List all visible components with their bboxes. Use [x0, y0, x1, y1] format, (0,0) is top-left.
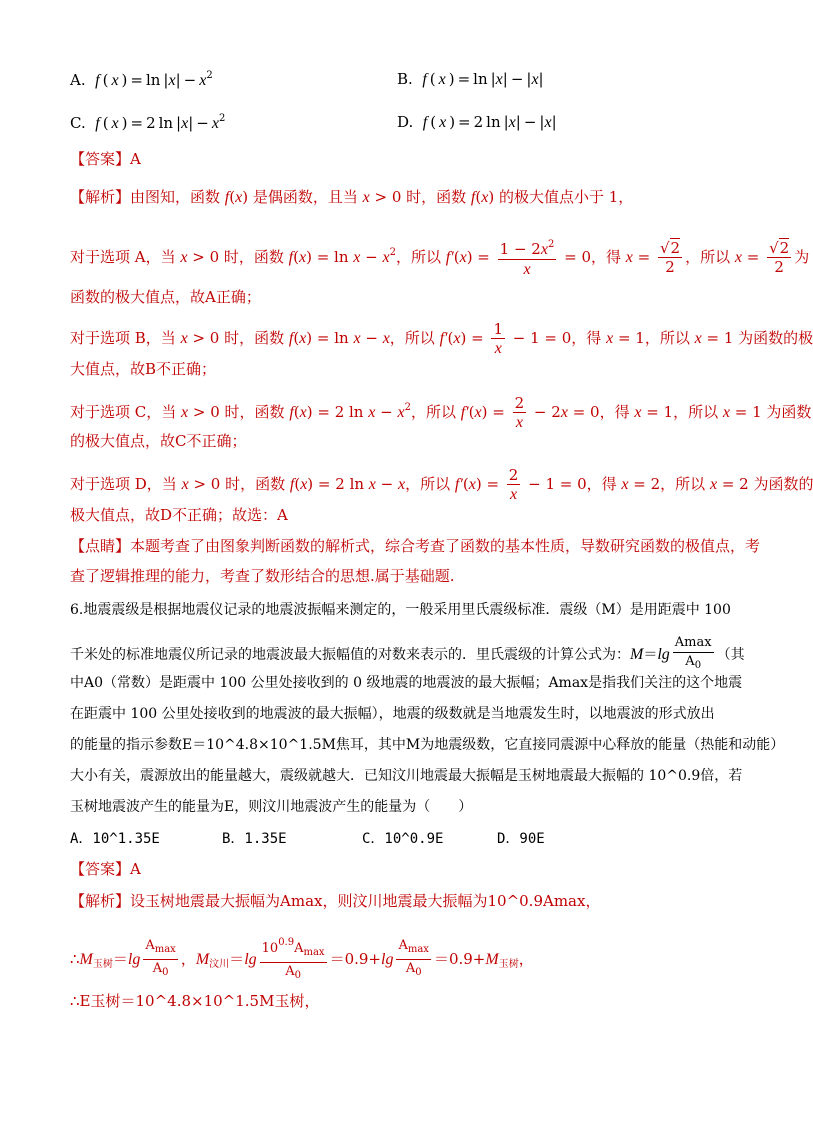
- q5-case-d-line2: 极大值点，故D不正确；故选：A: [70, 506, 288, 524]
- q6-line2: 千米处的标准地震仪所记录的地震波最大振幅值的对数来表示的．里氏震级的计算公式为：M＝lg $\frac{Amax}{A_0}$ （其: [70, 635, 745, 671]
- q6-analysis-text-2: [70, 934, 71, 935]
- comment-tag: 【点睛】: [70, 537, 131, 555]
- q5-analysis-intro: 【解析】 由图知，函数 f(x) 是偶函数，且当 x > 0 时，函数 f(x) 的极大值点小于 1，: [70, 188, 634, 206]
- q6-choice-a: A．10^1.35E: [70, 831, 160, 847]
- q6-analysis-line2: $\therefore M_{玉树}=\lg$ $\frac{A_{max}}{A_0}$ ，$M_{汶川}=\lg$ $\frac{10^{0.9}A_{max}}{A_0}$ ＝0.9+lg $\frac{A_{max}}{A_0}$ $=0.9+M_{玉树}$，: [70, 934, 534, 985]
- option-d: D. f ( x ) = 2 ln |x| − |x|: [397, 113, 557, 131]
- q6-analysis-line1: [70, 890, 600, 912]
- q5-case-a-line2: 函数的极大值点，故A正确；: [70, 288, 261, 306]
- q6-choice-c: C．10^0.9E: [362, 831, 444, 847]
- analysis-tag: 【解析】: [70, 188, 131, 206]
- q5-case-d-line1: 对于选项 D，当 x > 0 时，函数 f(x) = 2 ln x − x，所以 f′(x) = $\frac{2}{x}$ − 1 = 0，得 x = 2，所以 x = 2 为函数的: [70, 466, 813, 503]
- q5-case-c-line2: 的极大值点，故C不正确；: [70, 432, 247, 450]
- q6-choice-d: D．90E: [497, 831, 545, 847]
- q5-case-c-line1: 对于选项 C，当 x > 0 时，函数 f(x) = 2 $\ln x - x^2$，所以 f′(x) = $\frac{2}{x}$ − 2x = 0，得 x = 1，所以 x = 1 为函数: [70, 394, 812, 431]
- case-d-text: [70, 466, 71, 467]
- q6-analysis-line3: ∴E玉树＝10^4.8×10^1.5M玉树，: [70, 992, 320, 1010]
- q5-case-b-line1: 对于选项 B，当 x > 0 时，函数 f(x) = ln x − x，所以 f′(x) = $\frac{1}{x}$ − 1 = 0，得 x = 1，所以 x = 1 为函数的极: [70, 320, 813, 357]
- q6-choice-b: B．1.35E: [222, 831, 287, 847]
- q6-answer-value: A: [130, 860, 141, 878]
- q6-line1: 6.地震震级是根据地震仪记录的地震波振幅来测定的，一般采用里氏震级标准．震级（M）是用距震中 100: [70, 602, 731, 618]
- q5-case-b-line2: 大值点，故B不正确；: [70, 360, 217, 378]
- comment-text-1: 本题考查了由图象判断函数的解析式，综合考查了函数的基本性质，导数研究函数的极值点，考: [130, 537, 761, 555]
- option-c: C. f ( x ) = 2 $\ln |x| - x^2$: [70, 113, 226, 132]
- q6-line3: 中A0（常数）是距震中 100 公里处接收到的 0 级地震的地震波的最大振幅；Amax是指我们关注的这个地震: [70, 675, 743, 691]
- q6-line4: 在距震中 100 公里处接收到的地震波的最大振幅），地震的级数就是当地震发生时，以地震波的形式放出: [70, 706, 715, 722]
- q5-answer: [70, 148, 141, 170]
- option-a: A. f ( x ) = $\ln |x| - x^2$: [70, 70, 213, 89]
- answer-value: A: [130, 150, 141, 168]
- q6-line2-text: [70, 634, 71, 635]
- q6-answer: [70, 858, 141, 880]
- q6-analysis-text-1: 设玉树地震最大振幅为Amax，则汶川地震最大振幅为10^0.9Amax，: [130, 892, 601, 910]
- q5-comment-line1: [70, 535, 760, 557]
- analysis-intro-text: [130, 186, 131, 187]
- case-b-text: [70, 320, 71, 321]
- q6-answer-tag: 【答案】: [70, 860, 131, 878]
- q6-line6: 大小有关，震源放出的能量越大，震级就越大．已知汶川地震最大振幅是玉树地震最大振幅的 10^0.9倍，若: [70, 768, 743, 784]
- q6-line7: 玉树地震波产生的能量为E，则汶川地震波产生的能量为（ ）: [70, 799, 473, 815]
- option-b: B. f ( x ) = ln |x| − |x|: [397, 70, 544, 88]
- q5-comment-line2: 查了逻辑推理的能力，考查了数形结合的思想.属于基础题.: [70, 567, 455, 585]
- answer-tag: 【答案】: [70, 150, 131, 168]
- q6-analysis-tag: 【解析】: [70, 892, 131, 910]
- q6-line5: 的能量的指示参数E＝10^4.8×10^1.5M焦耳，其中M为地震级数，它直接同震源中心释放的能量（热能和动能）: [70, 737, 785, 753]
- case-c-text: [70, 394, 71, 395]
- case-a-text: [70, 236, 71, 237]
- q5-case-a-line1: 对于选项 A，当 x > 0 时，函数 $f(x) = \ln x - x^2$，所以 f′(x) = $\frac{1 - 2x^2}{x}$ = 0，得 x = $\frac{√2}{2}$ ，所以 x = $\frac{√2}{2}$ 为: [70, 236, 809, 279]
